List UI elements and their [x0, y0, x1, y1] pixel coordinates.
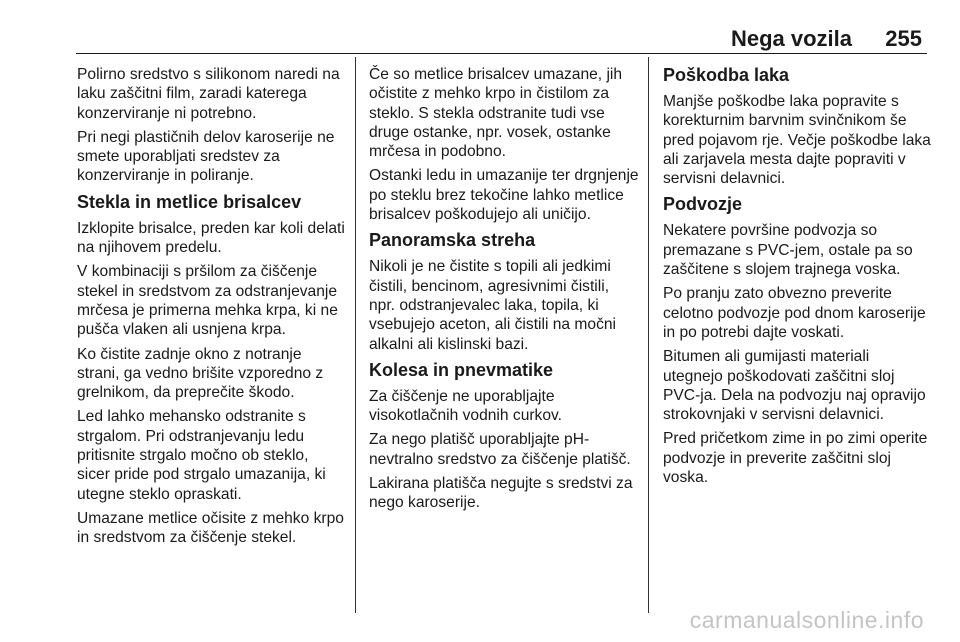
text-column-2 [369, 65, 639, 518]
text-column-1 [77, 65, 345, 553]
paragraph: Ko čistite zadnje okno z notranje strani, ga vedno brišite vzporedno z grelnikom, da preprečite škodo. [77, 345, 324, 402]
section-heading: Kolesa in pnevmatike [369, 359, 554, 380]
header-rule [76, 53, 927, 54]
paragraph: Pri negi plastičnih delov karoserije ne smete uporabljati sredstev za konzerviranje in poliranje. [77, 128, 335, 185]
paragraph: Pred pričetkom zime in po zimi operite podvozje in preverite zaščitni sloj voska. [663, 430, 928, 487]
watermark: carmanualsonline.info [689, 607, 924, 633]
paragraph: V kombinaciji s pršilom za čiščenje stekel in sredstvom za odstranjevanje mrčesa je primerna mehka krpa, ki ne pušča vlaken ali usnjena krpa. [77, 263, 338, 339]
column-divider [648, 57, 649, 613]
paragraph: Nikoli je ne čistite s topili ali jedkimi čistili, bencinom, agresivnimi čistili, npr. odstranjevalec laka, topila, ki vsebujejo aceton, ali čistili na močni alkalni ali kislinski bazi. [369, 258, 617, 353]
paragraph: Umazane metlice očisite z mehko krpo in sredstvom za čiščenje stekel. [77, 509, 344, 547]
paragraph: Manjše poškodbe laka popravite s korekturnim barvnim svinčnikom še pred pojavom rje. Večje poškodbe laka ali zarjavela mesta dajte popraviti v servisni delavnici. [663, 93, 931, 188]
paragraph: Bitumen ali gumijasti materiali utegnejo poškodovati zaščitni sloj PVC-ja. Dela na podvozju naj opravijo strokovnjaki v servisni delavnici. [663, 348, 926, 424]
page-header [0, 0, 960, 52]
paragraph: Če so metlice brisalcev umazane, jih očistite z mehko krpo in čistilom za steklo. S stekla odstranite tudi vse druge ostanke, npr. vosek, ostanke mrčesa in podobno. [369, 66, 623, 161]
section-heading: Podvozje [663, 194, 743, 215]
section-heading: Poškodba laka [663, 65, 790, 85]
paragraph: Izklopite brisalce, preden kar koli delati na njihovem predelu. [77, 219, 345, 257]
paragraph: Za nego platišč uporabljajte pH-nevtralno sredstvo za čiščenje platišč. [369, 431, 631, 468]
paragraph: Led lahko mehansko odstranite s strgalom. Pri odstranjevanju ledu pritisnite strgalo močno ob steklo, sicer pride pod strgalo umazanija, ki utegne steklo opraskati. [77, 408, 326, 503]
paragraph: Za čiščenje ne uporabljajte visokotlačnih vodnih curkov. [369, 387, 562, 425]
paragraph: Nekatere površine podvozja so premazane s PVC-jem, ostale pa so zaščitene s slojem trajnega voska. [663, 222, 913, 279]
section-heading: Stekla in metlice brisalcev [77, 191, 302, 212]
page-title: Nega vozila [730, 26, 852, 51]
paragraph: Lakirana platišča negujte s sredstvi za nego karoserije. [369, 475, 633, 512]
paragraph: Polirno sredstvo s silikonom naredi na laku zaščitni film, zaradi katerega konzerviranje ni potrebno. [77, 66, 340, 122]
paragraph: Po pranju zato obvezno preverite celotno podvozje pod dnom karoserije in po potrebi dajte voskati. [663, 285, 926, 341]
column-divider [355, 57, 356, 613]
text-column-3 [663, 65, 933, 492]
paragraph: Ostanki ledu in umazanije ter drgnjenje po steklu brez tekočine lahko metlice brisalcev poškodujejo ali uničijo. [369, 167, 639, 224]
section-heading: Panoramska streha [369, 230, 536, 251]
page-number: 255 [885, 26, 922, 51]
